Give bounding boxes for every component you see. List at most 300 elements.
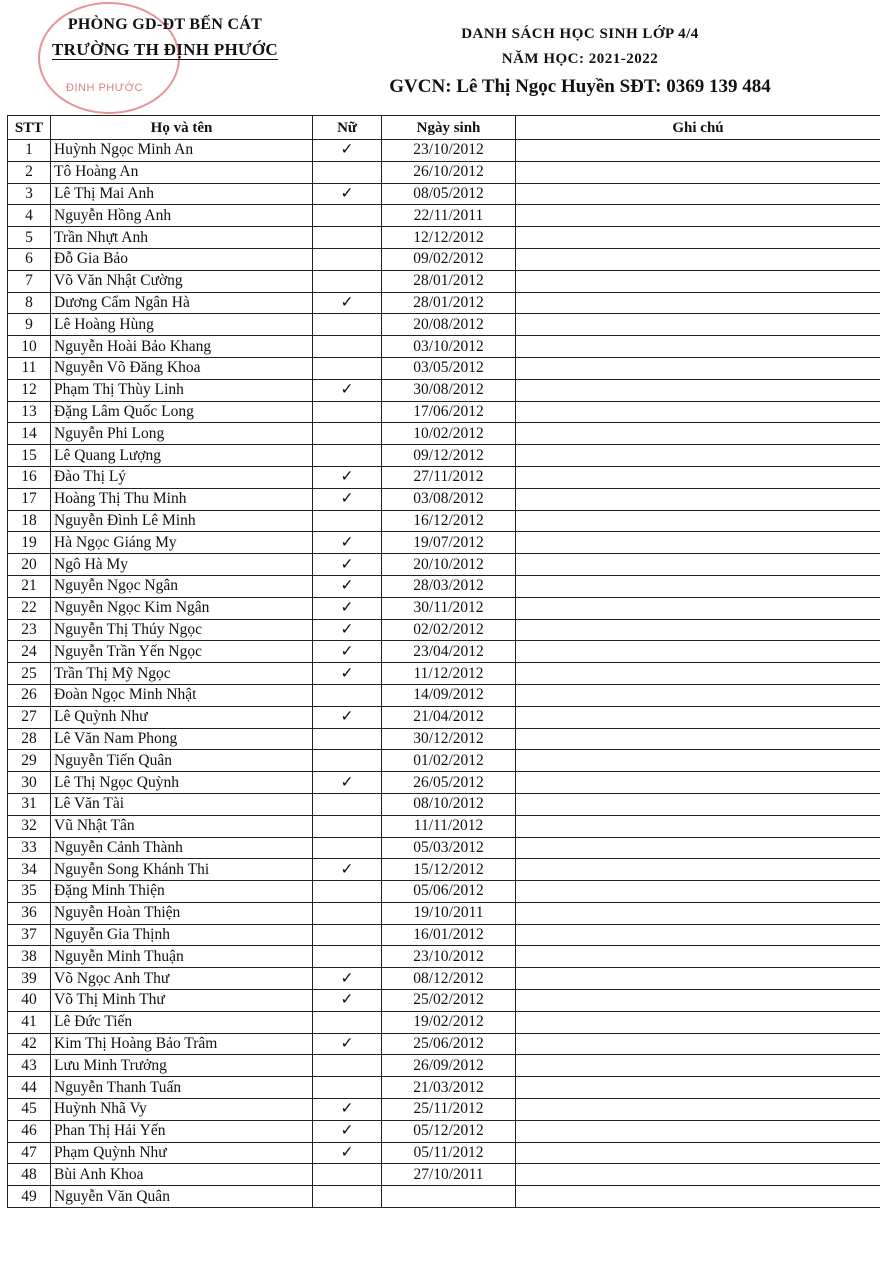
note-cell bbox=[516, 750, 880, 772]
student-name-cell: Nguyễn Gia Thịnh bbox=[51, 924, 313, 946]
document-header bbox=[0, 0, 880, 112]
female-check-cell: ✓ bbox=[313, 1033, 382, 1055]
table-row bbox=[8, 968, 880, 990]
student-name-cell: Lê Văn Tài bbox=[51, 793, 313, 815]
table-body bbox=[8, 140, 880, 1208]
row-number-cell: 5 bbox=[8, 227, 51, 249]
column-header-birthdate: Ngày sinh bbox=[382, 116, 516, 140]
female-check-cell bbox=[313, 684, 382, 706]
student-name-cell: Hà Ngọc Giáng My bbox=[51, 532, 313, 554]
female-check-cell bbox=[313, 161, 382, 183]
female-check-cell bbox=[313, 902, 382, 924]
table-row bbox=[8, 401, 880, 423]
table-row bbox=[8, 575, 880, 597]
note-cell bbox=[516, 183, 880, 205]
birthdate-cell: 05/06/2012 bbox=[382, 881, 516, 903]
note-cell bbox=[516, 728, 880, 750]
female-check-cell bbox=[313, 445, 382, 467]
birthdate-cell: 27/11/2012 bbox=[382, 466, 516, 488]
birthdate-cell: 23/10/2012 bbox=[382, 946, 516, 968]
table-row bbox=[8, 314, 880, 336]
row-number-cell: 33 bbox=[8, 837, 51, 859]
note-cell bbox=[516, 968, 880, 990]
birthdate-cell: 12/12/2012 bbox=[382, 227, 516, 249]
student-name-cell: Đặng Minh Thiện bbox=[51, 881, 313, 903]
note-cell bbox=[516, 357, 880, 379]
note-cell bbox=[516, 684, 880, 706]
birthdate-cell: 19/10/2011 bbox=[382, 902, 516, 924]
female-check-cell: ✓ bbox=[313, 575, 382, 597]
student-name-cell: Nguyễn Ngọc Ngân bbox=[51, 575, 313, 597]
student-name-cell: Huỳnh Nhã Vy bbox=[51, 1099, 313, 1121]
student-name-cell: Nguyễn Minh Thuận bbox=[51, 946, 313, 968]
birthdate-cell: 03/08/2012 bbox=[382, 488, 516, 510]
female-check-cell bbox=[313, 205, 382, 227]
note-cell bbox=[516, 314, 880, 336]
female-check-cell: ✓ bbox=[313, 183, 382, 205]
birthdate-cell: 26/09/2012 bbox=[382, 1055, 516, 1077]
row-number-cell: 25 bbox=[8, 663, 51, 685]
female-check-cell bbox=[313, 336, 382, 358]
note-cell bbox=[516, 1055, 880, 1077]
birthdate-cell: 11/11/2012 bbox=[382, 815, 516, 837]
birthdate-cell: 05/03/2012 bbox=[382, 837, 516, 859]
student-name-cell: Phạm Quỳnh Như bbox=[51, 1142, 313, 1164]
row-number-cell: 28 bbox=[8, 728, 51, 750]
note-cell bbox=[516, 706, 880, 728]
student-name-cell: Bùi Anh Khoa bbox=[51, 1164, 313, 1186]
female-check-cell: ✓ bbox=[313, 619, 382, 641]
column-header-note: Ghi chú bbox=[516, 116, 880, 140]
birthdate-cell: 20/08/2012 bbox=[382, 314, 516, 336]
birthdate-cell: 19/07/2012 bbox=[382, 532, 516, 554]
note-cell bbox=[516, 881, 880, 903]
table-row bbox=[8, 445, 880, 467]
student-name-cell: Lê Hoàng Hùng bbox=[51, 314, 313, 336]
note-cell bbox=[516, 859, 880, 881]
table-row bbox=[8, 248, 880, 270]
table-row bbox=[8, 1186, 880, 1208]
note-cell bbox=[516, 1011, 880, 1033]
female-check-cell bbox=[313, 1077, 382, 1099]
row-number-cell: 4 bbox=[8, 205, 51, 227]
female-check-cell: ✓ bbox=[313, 641, 382, 663]
row-number-cell: 18 bbox=[8, 510, 51, 532]
table-row bbox=[8, 357, 880, 379]
row-number-cell: 10 bbox=[8, 336, 51, 358]
female-check-cell: ✓ bbox=[313, 859, 382, 881]
row-number-cell: 31 bbox=[8, 793, 51, 815]
birthdate-cell: 16/12/2012 bbox=[382, 510, 516, 532]
female-check-cell bbox=[313, 227, 382, 249]
row-number-cell: 11 bbox=[8, 357, 51, 379]
table-row bbox=[8, 1099, 880, 1121]
female-check-cell: ✓ bbox=[313, 379, 382, 401]
female-check-cell bbox=[313, 793, 382, 815]
birthdate-cell: 08/10/2012 bbox=[382, 793, 516, 815]
table-row bbox=[8, 684, 880, 706]
table-row bbox=[8, 859, 880, 881]
row-number-cell: 2 bbox=[8, 161, 51, 183]
column-header-female: Nữ bbox=[313, 116, 382, 140]
note-cell bbox=[516, 445, 880, 467]
female-check-cell bbox=[313, 728, 382, 750]
note-cell bbox=[516, 902, 880, 924]
student-name-cell: Võ Văn Nhật Cường bbox=[51, 270, 313, 292]
table-row bbox=[8, 990, 880, 1012]
note-cell bbox=[516, 227, 880, 249]
row-number-cell: 29 bbox=[8, 750, 51, 772]
student-roster-table bbox=[7, 115, 880, 1208]
table-row bbox=[8, 793, 880, 815]
female-check-cell: ✓ bbox=[313, 663, 382, 685]
note-cell bbox=[516, 641, 880, 663]
table-row bbox=[8, 1011, 880, 1033]
table-row bbox=[8, 161, 880, 183]
row-number-cell: 21 bbox=[8, 575, 51, 597]
table-row bbox=[8, 336, 880, 358]
table-row bbox=[8, 532, 880, 554]
table-row bbox=[8, 728, 880, 750]
table-row bbox=[8, 1077, 880, 1099]
row-number-cell: 15 bbox=[8, 445, 51, 467]
table-header-row bbox=[8, 116, 880, 140]
birthdate-cell: 05/12/2012 bbox=[382, 1120, 516, 1142]
student-name-cell: Nguyễn Đình Lê Minh bbox=[51, 510, 313, 532]
student-name-cell: Đoàn Ngọc Minh Nhật bbox=[51, 684, 313, 706]
birthdate-cell: 21/04/2012 bbox=[382, 706, 516, 728]
row-number-cell: 1 bbox=[8, 140, 51, 162]
note-cell bbox=[516, 248, 880, 270]
table-row bbox=[8, 1142, 880, 1164]
birthdate-cell: 11/12/2012 bbox=[382, 663, 516, 685]
female-check-cell bbox=[313, 1186, 382, 1208]
row-number-cell: 19 bbox=[8, 532, 51, 554]
table-row bbox=[8, 815, 880, 837]
row-number-cell: 8 bbox=[8, 292, 51, 314]
note-cell bbox=[516, 837, 880, 859]
birthdate-cell: 08/05/2012 bbox=[382, 183, 516, 205]
note-cell bbox=[516, 270, 880, 292]
row-number-cell: 37 bbox=[8, 924, 51, 946]
birthdate-cell: 25/02/2012 bbox=[382, 990, 516, 1012]
note-cell bbox=[516, 990, 880, 1012]
student-name-cell: Dương Cẩm Ngân Hà bbox=[51, 292, 313, 314]
note-cell bbox=[516, 1099, 880, 1121]
table-row bbox=[8, 641, 880, 663]
female-check-cell bbox=[313, 1164, 382, 1186]
table-row bbox=[8, 1164, 880, 1186]
row-number-cell: 49 bbox=[8, 1186, 51, 1208]
row-number-cell: 20 bbox=[8, 554, 51, 576]
female-check-cell: ✓ bbox=[313, 292, 382, 314]
table-row bbox=[8, 488, 880, 510]
birthdate-cell: 05/11/2012 bbox=[382, 1142, 516, 1164]
female-check-cell: ✓ bbox=[313, 706, 382, 728]
female-check-cell bbox=[313, 510, 382, 532]
note-cell bbox=[516, 554, 880, 576]
birthdate-cell: 16/01/2012 bbox=[382, 924, 516, 946]
table-row bbox=[8, 554, 880, 576]
note-cell bbox=[516, 772, 880, 794]
row-number-cell: 34 bbox=[8, 859, 51, 881]
row-number-cell: 48 bbox=[8, 1164, 51, 1186]
row-number-cell: 36 bbox=[8, 902, 51, 924]
table-row bbox=[8, 924, 880, 946]
student-name-cell: Nguyễn Văn Quân bbox=[51, 1186, 313, 1208]
row-number-cell: 24 bbox=[8, 641, 51, 663]
row-number-cell: 47 bbox=[8, 1142, 51, 1164]
note-cell bbox=[516, 1120, 880, 1142]
school-year: NĂM HỌC: 2021-2022 bbox=[501, 51, 659, 67]
birthdate-cell: 03/10/2012 bbox=[382, 336, 516, 358]
female-check-cell bbox=[313, 815, 382, 837]
student-name-cell: Lê Quang Lượng bbox=[51, 445, 313, 467]
student-name-cell: Đào Thị Lý bbox=[51, 466, 313, 488]
title-block bbox=[370, 26, 790, 98]
birthdate-cell: 26/05/2012 bbox=[382, 772, 516, 794]
female-check-cell: ✓ bbox=[313, 554, 382, 576]
female-check-cell bbox=[313, 1055, 382, 1077]
note-cell bbox=[516, 466, 880, 488]
female-check-cell: ✓ bbox=[313, 1099, 382, 1121]
female-check-cell: ✓ bbox=[313, 532, 382, 554]
student-name-cell: Nguyễn Hoài Bảo Khang bbox=[51, 336, 313, 358]
student-name-cell: Ngô Hà My bbox=[51, 554, 313, 576]
row-number-cell: 42 bbox=[8, 1033, 51, 1055]
birthdate-cell: 10/02/2012 bbox=[382, 423, 516, 445]
birthdate-cell: 22/11/2011 bbox=[382, 205, 516, 227]
note-cell bbox=[516, 1164, 880, 1186]
row-number-cell: 43 bbox=[8, 1055, 51, 1077]
female-check-cell: ✓ bbox=[313, 990, 382, 1012]
note-cell bbox=[516, 663, 880, 685]
female-check-cell bbox=[313, 248, 382, 270]
birthdate-cell: 21/03/2012 bbox=[382, 1077, 516, 1099]
student-name-cell: Phan Thị Hải Yến bbox=[51, 1120, 313, 1142]
birthdate-cell: 19/02/2012 bbox=[382, 1011, 516, 1033]
row-number-cell: 3 bbox=[8, 183, 51, 205]
note-cell bbox=[516, 1077, 880, 1099]
birthdate-cell: 28/01/2012 bbox=[382, 270, 516, 292]
note-cell bbox=[516, 532, 880, 554]
female-check-cell bbox=[313, 946, 382, 968]
birthdate-cell: 14/09/2012 bbox=[382, 684, 516, 706]
female-check-cell bbox=[313, 881, 382, 903]
table-row bbox=[8, 706, 880, 728]
note-cell bbox=[516, 793, 880, 815]
note-cell bbox=[516, 423, 880, 445]
table-row bbox=[8, 423, 880, 445]
table-row bbox=[8, 205, 880, 227]
student-name-cell: Kim Thị Hoàng Bảo Trâm bbox=[51, 1033, 313, 1055]
row-number-cell: 35 bbox=[8, 881, 51, 903]
student-name-cell: Hoàng Thị Thu Minh bbox=[51, 488, 313, 510]
note-cell bbox=[516, 292, 880, 314]
female-check-cell bbox=[313, 837, 382, 859]
table-row bbox=[8, 1120, 880, 1142]
student-name-cell: Vũ Nhật Tân bbox=[51, 815, 313, 837]
table-row bbox=[8, 270, 880, 292]
teacher-info: GVCN: Lê Thị Ngọc Huyền SĐT: 0369 139 484 bbox=[389, 76, 771, 97]
female-check-cell bbox=[313, 401, 382, 423]
row-number-cell: 41 bbox=[8, 1011, 51, 1033]
birthdate-cell: 28/03/2012 bbox=[382, 575, 516, 597]
table-row bbox=[8, 379, 880, 401]
student-name-cell: Nguyễn Ngọc Kim Ngân bbox=[51, 597, 313, 619]
birthdate-cell: 08/12/2012 bbox=[382, 968, 516, 990]
row-number-cell: 6 bbox=[8, 248, 51, 270]
birthdate-cell: 09/02/2012 bbox=[382, 248, 516, 270]
female-check-cell: ✓ bbox=[313, 1120, 382, 1142]
birthdate-cell: 28/01/2012 bbox=[382, 292, 516, 314]
table-row bbox=[8, 619, 880, 641]
student-name-cell: Lê Đức Tiến bbox=[51, 1011, 313, 1033]
student-name-cell: Trần Thị Mỹ Ngọc bbox=[51, 663, 313, 685]
school-name: TRƯỜNG TH ĐỊNH PHƯỚC bbox=[52, 40, 278, 59]
table-row bbox=[8, 881, 880, 903]
table-row bbox=[8, 837, 880, 859]
student-name-cell: Nguyễn Võ Đăng Khoa bbox=[51, 357, 313, 379]
note-cell bbox=[516, 140, 880, 162]
female-check-cell: ✓ bbox=[313, 488, 382, 510]
row-number-cell: 45 bbox=[8, 1099, 51, 1121]
female-check-cell: ✓ bbox=[313, 968, 382, 990]
female-check-cell bbox=[313, 924, 382, 946]
column-header-name: Họ và tên bbox=[51, 116, 313, 140]
row-number-cell: 9 bbox=[8, 314, 51, 336]
note-cell bbox=[516, 946, 880, 968]
student-name-cell: Trần Nhựt Anh bbox=[51, 227, 313, 249]
note-cell bbox=[516, 336, 880, 358]
female-check-cell bbox=[313, 750, 382, 772]
student-name-cell: Nguyễn Thanh Tuấn bbox=[51, 1077, 313, 1099]
female-check-cell: ✓ bbox=[313, 772, 382, 794]
row-number-cell: 23 bbox=[8, 619, 51, 641]
row-number-cell: 30 bbox=[8, 772, 51, 794]
school-name-wrap bbox=[40, 40, 290, 60]
row-number-cell: 26 bbox=[8, 684, 51, 706]
row-number-cell: 16 bbox=[8, 466, 51, 488]
student-name-cell: Nguyễn Hồng Anh bbox=[51, 205, 313, 227]
table-row bbox=[8, 510, 880, 532]
note-cell bbox=[516, 815, 880, 837]
row-number-cell: 17 bbox=[8, 488, 51, 510]
female-check-cell bbox=[313, 423, 382, 445]
row-number-cell: 22 bbox=[8, 597, 51, 619]
row-number-cell: 13 bbox=[8, 401, 51, 423]
row-number-cell: 14 bbox=[8, 423, 51, 445]
row-number-cell: 40 bbox=[8, 990, 51, 1012]
student-name-cell: Nguyễn Hoàn Thiện bbox=[51, 902, 313, 924]
birthdate-cell: 23/10/2012 bbox=[382, 140, 516, 162]
table-row bbox=[8, 946, 880, 968]
birthdate-cell: 15/12/2012 bbox=[382, 859, 516, 881]
student-name-cell: Nguyễn Cảnh Thành bbox=[51, 837, 313, 859]
student-name-cell: Đặng Lâm Quốc Long bbox=[51, 401, 313, 423]
table-row bbox=[8, 140, 880, 162]
female-check-cell bbox=[313, 1011, 382, 1033]
birthdate-cell: 30/08/2012 bbox=[382, 379, 516, 401]
row-number-cell: 12 bbox=[8, 379, 51, 401]
table-row bbox=[8, 1055, 880, 1077]
note-cell bbox=[516, 510, 880, 532]
student-name-cell: Võ Thị Minh Thư bbox=[51, 990, 313, 1012]
department-name: PHÒNG GD-ĐT BẾN CÁT bbox=[67, 16, 263, 33]
birthdate-cell: 30/12/2012 bbox=[382, 728, 516, 750]
table-row bbox=[8, 663, 880, 685]
birthdate-cell: 30/11/2012 bbox=[382, 597, 516, 619]
female-check-cell: ✓ bbox=[313, 466, 382, 488]
document-title: DANH SÁCH HỌC SINH LỚP 4/4 bbox=[461, 26, 699, 42]
student-name-cell: Lê Quỳnh Như bbox=[51, 706, 313, 728]
table-row bbox=[8, 183, 880, 205]
seal-text: ĐỊNH PHƯỚC bbox=[66, 82, 143, 94]
birthdate-cell: 02/02/2012 bbox=[382, 619, 516, 641]
birthdate-cell: 17/06/2012 bbox=[382, 401, 516, 423]
birthdate-cell: 01/02/2012 bbox=[382, 750, 516, 772]
table-row bbox=[8, 772, 880, 794]
note-cell bbox=[516, 1033, 880, 1055]
female-check-cell bbox=[313, 357, 382, 379]
note-cell bbox=[516, 379, 880, 401]
birthdate-cell bbox=[382, 1186, 516, 1208]
student-name-cell: Phạm Thị Thùy Linh bbox=[51, 379, 313, 401]
table-row bbox=[8, 292, 880, 314]
note-cell bbox=[516, 1186, 880, 1208]
row-number-cell: 32 bbox=[8, 815, 51, 837]
birthdate-cell: 25/06/2012 bbox=[382, 1033, 516, 1055]
birthdate-cell: 23/04/2012 bbox=[382, 641, 516, 663]
row-number-cell: 27 bbox=[8, 706, 51, 728]
row-number-cell: 7 bbox=[8, 270, 51, 292]
female-check-cell bbox=[313, 270, 382, 292]
note-cell bbox=[516, 597, 880, 619]
table-row bbox=[8, 750, 880, 772]
note-cell bbox=[516, 401, 880, 423]
organization-block bbox=[40, 16, 290, 60]
table-row bbox=[8, 902, 880, 924]
birthdate-cell: 25/11/2012 bbox=[382, 1099, 516, 1121]
note-cell bbox=[516, 619, 880, 641]
note-cell bbox=[516, 161, 880, 183]
row-number-cell: 39 bbox=[8, 968, 51, 990]
student-name-cell: Võ Ngọc Anh Thư bbox=[51, 968, 313, 990]
table-row bbox=[8, 597, 880, 619]
row-number-cell: 38 bbox=[8, 946, 51, 968]
table-row bbox=[8, 227, 880, 249]
female-check-cell: ✓ bbox=[313, 1142, 382, 1164]
column-header-stt: STT bbox=[8, 116, 51, 140]
note-cell bbox=[516, 575, 880, 597]
student-name-cell: Huỳnh Ngọc Minh An bbox=[51, 140, 313, 162]
student-name-cell: Tô Hoàng An bbox=[51, 161, 313, 183]
student-name-cell: Nguyễn Phi Long bbox=[51, 423, 313, 445]
student-name-cell: Lê Văn Nam Phong bbox=[51, 728, 313, 750]
row-number-cell: 46 bbox=[8, 1120, 51, 1142]
student-name-cell: Nguyễn Tiến Quân bbox=[51, 750, 313, 772]
female-check-cell bbox=[313, 314, 382, 336]
student-name-cell: Nguyễn Trần Yến Ngọc bbox=[51, 641, 313, 663]
table-row bbox=[8, 466, 880, 488]
birthdate-cell: 27/10/2011 bbox=[382, 1164, 516, 1186]
note-cell bbox=[516, 924, 880, 946]
birthdate-cell: 26/10/2012 bbox=[382, 161, 516, 183]
female-check-cell: ✓ bbox=[313, 140, 382, 162]
birthdate-cell: 20/10/2012 bbox=[382, 554, 516, 576]
student-name-cell: Lưu Minh Trưởng bbox=[51, 1055, 313, 1077]
note-cell bbox=[516, 205, 880, 227]
